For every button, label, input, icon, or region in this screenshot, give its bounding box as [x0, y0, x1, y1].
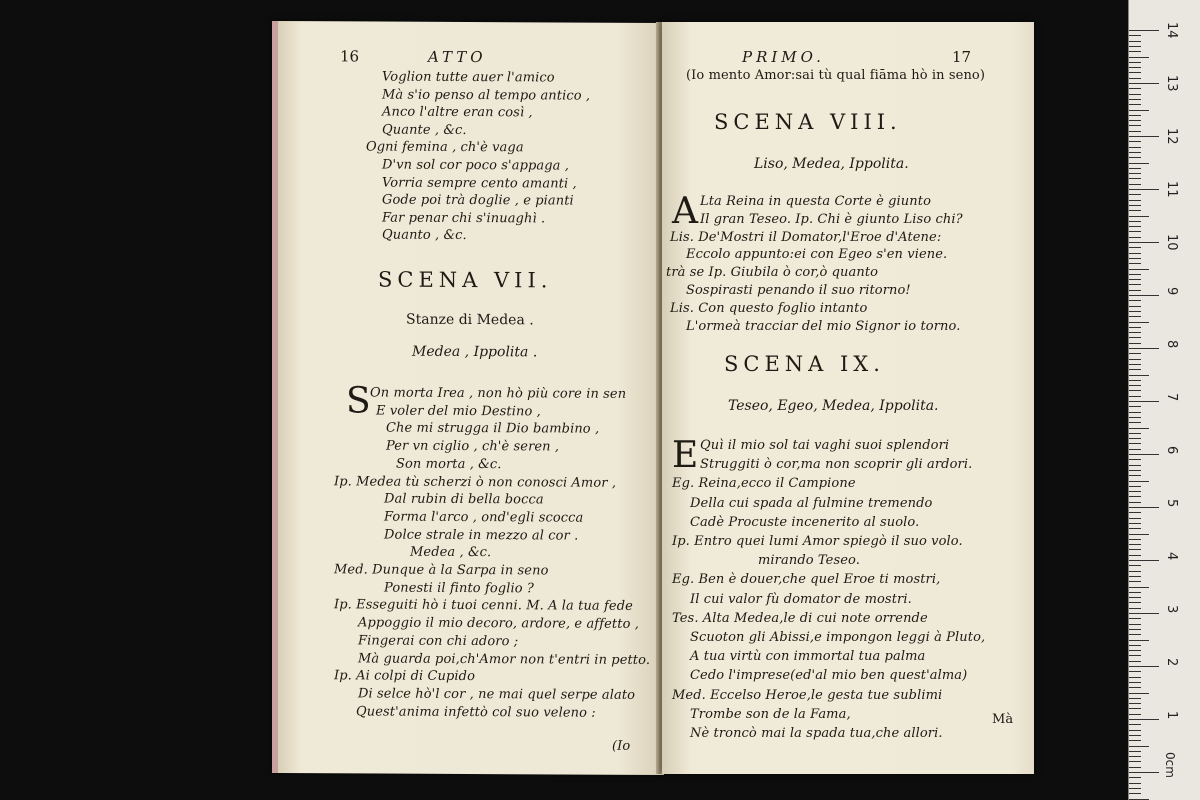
ruler-tick — [1129, 237, 1141, 238]
ruler-tick — [1129, 618, 1141, 619]
ruler-tick — [1129, 359, 1141, 360]
ruler-tick — [1129, 629, 1141, 630]
ruler-tick — [1129, 221, 1141, 222]
ruler-tick — [1129, 602, 1141, 603]
ruler-tick — [1129, 560, 1159, 561]
ruler-tick — [1129, 719, 1159, 720]
ruler-tick — [1129, 571, 1141, 572]
ruler-tick — [1129, 306, 1141, 307]
ruler-tick — [1129, 587, 1149, 588]
verse-line: Lta Reina in questa Corte è giunto — [700, 194, 932, 209]
ruler-tick — [1129, 507, 1159, 508]
verse-line: Mà s'io penso al tempo antico , — [382, 87, 591, 104]
ruler-tick — [1129, 677, 1141, 678]
drop-cap-e: E — [672, 435, 699, 476]
ruler-tick — [1129, 343, 1141, 344]
ruler-tick — [1129, 454, 1159, 455]
ruler-number: 3 — [1164, 605, 1179, 614]
verse-line: Il cui valor fù domator de mostri. — [690, 591, 912, 607]
ruler-tick — [1129, 168, 1141, 169]
ruler-tick — [1129, 565, 1141, 566]
verse-line: Quanto , &c. — [382, 227, 467, 244]
verse-line: Vorria sempre cento amanti , — [382, 175, 577, 192]
ruler-tick — [1129, 534, 1149, 535]
ruler-tick — [1129, 433, 1141, 434]
ruler-tick — [1129, 496, 1141, 497]
ruler-tick — [1129, 693, 1149, 694]
ruler-tick — [1129, 422, 1141, 423]
verse-line: mirando Teseo. — [758, 553, 860, 569]
ruler-tick — [1129, 491, 1141, 492]
ruler-tick — [1129, 735, 1141, 736]
verse-line: Dal rubin di bella bocca — [384, 491, 544, 508]
ruler-tick — [1129, 364, 1141, 365]
ruler-tick — [1129, 104, 1141, 105]
ruler-tick — [1129, 30, 1159, 31]
ruler-tick — [1129, 141, 1141, 142]
verse-line: Di selce hò'l cor , ne mai quel serpe alato — [358, 686, 636, 703]
verse-line: D'vn sol cor poco s'appaga , — [382, 157, 570, 174]
ruler-tick — [1129, 539, 1141, 540]
ruler-tick — [1129, 205, 1141, 206]
ruler-tick — [1129, 396, 1141, 397]
right-page — [662, 22, 1034, 774]
ruler-tick — [1129, 465, 1141, 466]
ruler-tick — [1129, 793, 1141, 794]
left-page-number: 16 — [340, 47, 360, 66]
verse-line: Son morta , &c. — [396, 456, 502, 472]
ruler-tick — [1129, 640, 1149, 641]
verse-line: L'ormeà tracciar del mio Signor io torno. — [686, 318, 961, 334]
ruler-tick — [1129, 284, 1141, 285]
ruler-tick — [1129, 751, 1141, 752]
ruler-tick — [1129, 756, 1141, 757]
ruler-tick — [1129, 136, 1159, 137]
right-page-number: 17 — [952, 48, 972, 66]
ruler-tick — [1129, 131, 1141, 132]
ruler-tick — [1129, 51, 1141, 52]
verse-line: E voler del mio Destino , — [376, 403, 541, 420]
ruler-tick — [1129, 290, 1141, 291]
ruler-tick — [1129, 549, 1141, 550]
ruler-tick — [1129, 380, 1141, 381]
ruler-tick — [1129, 216, 1149, 217]
right-first-line: (Io mento Amor:sai tù qual fiāma hò in seno) — [686, 68, 986, 83]
ruler-tick — [1129, 724, 1141, 725]
ruler-tick — [1129, 332, 1141, 333]
ruler-tick — [1129, 353, 1141, 354]
verse-line: Med. Eccelso Heroe,le gesta tue sublimi — [672, 687, 943, 703]
ruler-tick — [1129, 528, 1141, 529]
ruler-tick — [1129, 671, 1141, 672]
verse-line: Scuoton gli Abissi,e impongon leggi à Pluto, — [690, 630, 986, 645]
verse-line: Forma l'arco , ond'egli scocca — [384, 509, 584, 526]
ruler-tick — [1129, 385, 1141, 386]
ruler-tick — [1129, 788, 1141, 789]
ruler-tick — [1129, 449, 1141, 450]
ruler-tick — [1129, 99, 1141, 100]
ruler-tick — [1129, 210, 1141, 211]
ruler-tick — [1129, 231, 1141, 232]
ruler-number: 13 — [1164, 75, 1179, 92]
ruler-tick — [1129, 375, 1149, 376]
ruler-tick — [1129, 189, 1159, 190]
verse-line: Voglion tutte auer l'amico — [382, 69, 555, 86]
ruler-tick — [1129, 41, 1141, 42]
ruler-tick — [1129, 322, 1149, 323]
verse-line: Della cui spada al fulmine tremendo — [690, 495, 933, 511]
ruler-tick — [1129, 94, 1141, 95]
ruler-unit: 0cm — [1163, 752, 1177, 778]
ruler-tick — [1129, 417, 1141, 418]
verse-line: On morta Irea , non hò più core in sen — [370, 385, 627, 402]
ruler-tick — [1129, 438, 1141, 439]
ruler-tick — [1129, 714, 1141, 715]
verse-line: Eccolo appunto:ei con Egeo s'en viene. — [686, 247, 948, 263]
verse-line: Dolce strale in mezzo al cor . — [384, 527, 579, 544]
ruler-tick — [1129, 226, 1141, 227]
ruler-tick — [1129, 650, 1141, 651]
ruler-number: 11 — [1164, 181, 1179, 198]
ruler-tick — [1129, 62, 1141, 63]
ruler-tick — [1129, 523, 1141, 524]
ruler-tick — [1129, 147, 1141, 148]
verse-line: Tes. Alta Medea,le di cui note orrende — [672, 610, 928, 626]
ruler-tick — [1129, 576, 1141, 577]
verse-line: Nè troncò mai la spada tua,che allori. — [690, 726, 943, 741]
left-catchword: (Io — [612, 738, 631, 754]
ruler-tick — [1129, 666, 1159, 667]
left-verse-bottom — [278, 21, 664, 23]
ruler-tick — [1129, 613, 1159, 614]
ruler-tick — [1129, 703, 1141, 704]
drop-cap-a: A — [672, 191, 698, 232]
ruler-number: 7 — [1164, 393, 1179, 402]
measuring-ruler — [1128, 0, 1200, 800]
verse-line: Lis. Con questo foglio intanto — [670, 300, 868, 316]
verse-line: Ip. Ai colpi di Cupido — [334, 668, 476, 685]
verse-line: Medea , &c. — [410, 544, 492, 561]
ruler-tick — [1129, 470, 1141, 471]
ruler-tick — [1129, 555, 1141, 556]
ruler-tick — [1129, 475, 1141, 476]
ruler-tick — [1129, 274, 1141, 275]
ruler-tick — [1129, 72, 1141, 73]
ruler-tick — [1129, 740, 1141, 741]
ruler-tick — [1129, 443, 1141, 444]
verse-line: Quest'anima infettò col suo veleno : — [356, 704, 596, 721]
verse-line: Ponesti il finto foglio ? — [384, 580, 534, 597]
left-verse-top — [278, 21, 664, 23]
open-book — [272, 22, 1037, 782]
ruler-tick — [1129, 110, 1149, 111]
ruler-tick — [1129, 152, 1141, 153]
ruler-tick — [1129, 125, 1141, 126]
ruler-number: 10 — [1164, 234, 1179, 251]
ruler-tick — [1129, 783, 1141, 784]
scene-8-title: SCENA VIII. — [714, 110, 902, 134]
scene-7-title: SCENA VII. — [378, 267, 553, 293]
ruler-tick — [1129, 645, 1141, 646]
verse-line: Ip. Medea tù scherzi ò non conosci Amor , — [334, 473, 617, 491]
ruler-tick — [1129, 263, 1141, 264]
ruler-tick — [1129, 512, 1141, 513]
verse-line: trà se Ip. Giubila ò cor,ò quanto — [666, 265, 879, 281]
ruler-tick — [1129, 777, 1141, 778]
ruler-tick — [1129, 698, 1141, 699]
scene-9-title: SCENA IX. — [724, 352, 885, 376]
ruler-tick — [1129, 401, 1159, 402]
verse-line: Med. Dunque à la Sarpa in seno — [334, 562, 549, 579]
ruler-number: 14 — [1164, 22, 1179, 39]
verse-line: A tua virtù con immortal tua palma — [690, 649, 926, 665]
ruler-tick — [1129, 295, 1159, 296]
ruler-number: 6 — [1164, 446, 1179, 455]
ruler-tick — [1129, 592, 1141, 593]
ruler-tick — [1129, 369, 1141, 370]
ruler-tick — [1129, 279, 1141, 280]
ruler-tick — [1129, 194, 1141, 195]
ruler-tick — [1129, 78, 1141, 79]
verse-line: Gode poi trà doglie , e pianti — [382, 192, 574, 209]
ruler-tick — [1129, 247, 1141, 248]
scene-7-subtitle: Stanze di Medea . — [406, 311, 534, 329]
ruler-tick — [1129, 46, 1141, 47]
verse-line: Quì il mio sol tai vaghi suoi splendori — [700, 438, 950, 453]
ruler-tick — [1129, 406, 1141, 407]
ruler-tick — [1129, 311, 1141, 312]
ruler-tick — [1129, 767, 1141, 768]
left-page — [272, 21, 664, 775]
right-running-head: PRIMO. — [742, 48, 825, 66]
ruler-tick — [1129, 772, 1159, 773]
ruler-tick — [1129, 459, 1141, 460]
verse-line: Per vn ciglio , ch'è seren , — [386, 438, 560, 455]
verse-line: Far penar chi s'inuaghì . — [382, 210, 546, 227]
ruler-tick — [1129, 163, 1149, 164]
ruler-number: 9 — [1164, 287, 1179, 296]
ruler-tick — [1129, 708, 1141, 709]
ruler-tick — [1129, 184, 1141, 185]
scene-7-characters: Medea , Ippolita . — [412, 343, 538, 361]
ruler-tick — [1129, 242, 1159, 243]
verse-line: Eg. Reina,ecco il Campione — [672, 476, 856, 492]
ruler-number: 1 — [1164, 711, 1179, 720]
ruler-tick — [1129, 57, 1149, 58]
verse-line: Eg. Ben è douer,che quel Eroe ti mostri, — [672, 572, 941, 588]
ruler-tick — [1129, 608, 1141, 609]
ruler-tick — [1129, 634, 1141, 635]
verse-line: Ip. Entro quei lumi Amor spiegò il suo volo. — [672, 534, 963, 549]
ruler-tick — [1129, 799, 1149, 800]
ruler-tick — [1129, 687, 1141, 688]
verse-line: Il gran Teseo. Ip. Chi è giunto Liso chi? — [700, 211, 963, 227]
ruler-tick — [1129, 327, 1141, 328]
verse-line: Che mi strugga il Dio bambino , — [386, 420, 600, 438]
scene-8-characters: Liso, Medea, Ippolita. — [754, 156, 909, 172]
ruler-tick — [1129, 157, 1141, 158]
ruler-tick — [1129, 88, 1141, 89]
ruler-tick — [1129, 486, 1141, 487]
verse-line: Sospirasti penando il suo ritorno! — [686, 283, 911, 298]
verse-line: Anco l'altre eran così , — [382, 104, 533, 121]
ruler-tick — [1129, 316, 1141, 317]
verse-line: Ogni femina , ch'è vaga — [366, 139, 524, 156]
ruler-tick — [1129, 730, 1141, 731]
verse-line: Ip. Esseguiti hò i tuoi cenni. M. A la tua fede — [334, 597, 633, 615]
ruler-tick — [1129, 178, 1141, 179]
ruler-tick — [1129, 253, 1141, 254]
ruler-tick — [1129, 544, 1141, 545]
verse-line: Lis. De'Mostri il Domator,l'Eroe d'Atene: — [670, 229, 942, 245]
left-running-head: ATTO — [428, 47, 487, 67]
ruler-number: 2 — [1164, 658, 1179, 667]
verse-line: Appoggio il mio decoro, ardore, e affetto , — [358, 615, 639, 632]
ruler-tick — [1129, 83, 1159, 84]
ruler-tick — [1129, 390, 1141, 391]
verse-line: Trombe son de la Fama, — [690, 706, 851, 722]
ruler-tick — [1129, 337, 1141, 338]
verse-line: Struggiti ò cor,ma non scoprir gli ardori. — [700, 457, 973, 473]
verse-line: Cadè Procuste incenerito al suolo. — [690, 514, 920, 530]
ruler-tick — [1129, 502, 1141, 503]
scene-9-characters: Teseo, Egeo, Medea, Ippolita. — [728, 398, 939, 414]
ruler-number: 4 — [1164, 552, 1179, 561]
drop-cap-s: S — [346, 380, 371, 422]
ruler-tick — [1129, 624, 1141, 625]
verse-line: Quante , &c. — [382, 122, 467, 138]
ruler-tick — [1129, 428, 1149, 429]
ruler-tick — [1129, 412, 1141, 413]
ruler-tick — [1129, 655, 1141, 656]
ruler-tick — [1129, 348, 1159, 349]
ruler-tick — [1129, 115, 1141, 116]
ruler-tick — [1129, 173, 1141, 174]
ruler-tick — [1129, 581, 1141, 582]
ruler-tick — [1129, 661, 1141, 662]
ruler-tick — [1129, 258, 1141, 259]
ruler-tick — [1129, 682, 1141, 683]
ruler-tick — [1129, 300, 1141, 301]
ruler-number: 8 — [1164, 340, 1179, 349]
ruler-number: 5 — [1164, 499, 1179, 508]
ruler-tick — [1129, 597, 1141, 598]
ruler-tick — [1129, 35, 1141, 36]
ruler-tick — [1129, 269, 1149, 270]
verse-line: Fingerai con chi adoro ; — [358, 633, 519, 650]
ruler-tick — [1129, 761, 1141, 762]
verse-line: Cedo l'imprese(ed'al mio ben quest'alma) — [690, 668, 968, 684]
right-catchword: Mà — [992, 712, 1014, 727]
ruler-tick — [1129, 518, 1141, 519]
ruler-tick — [1129, 120, 1141, 121]
ruler-tick — [1129, 746, 1149, 747]
ruler-tick — [1129, 481, 1149, 482]
verse-line: Mà guarda poi,ch'Amor non t'entri in petto. — [358, 650, 651, 668]
ruler-tick — [1129, 67, 1141, 68]
ruler-number: 12 — [1164, 128, 1179, 145]
ruler-tick — [1129, 200, 1141, 201]
